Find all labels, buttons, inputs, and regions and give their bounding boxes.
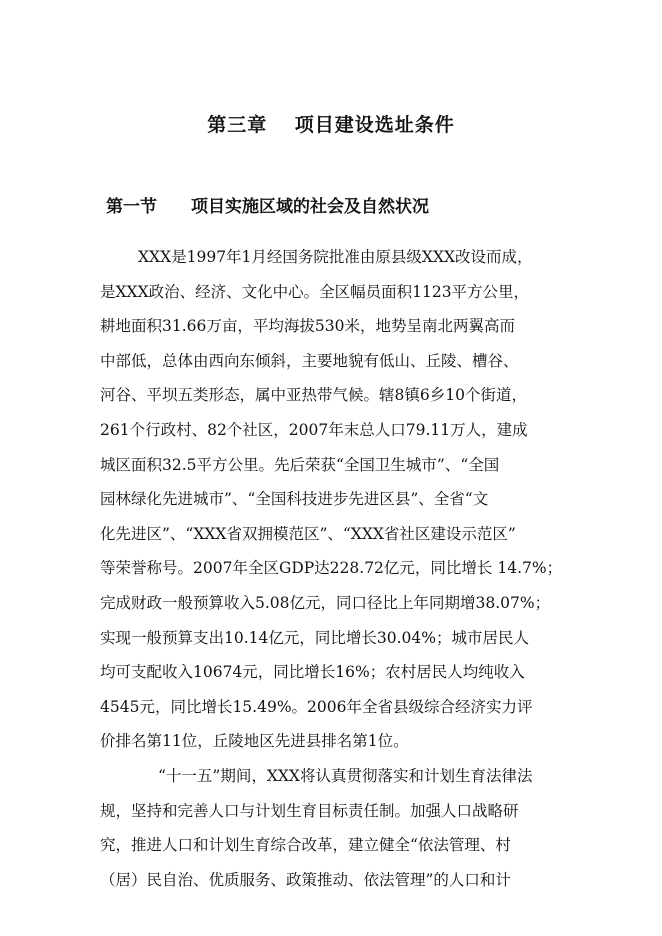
paragraph-line: 价排名第11位，丘陵地区先进县排名第1位。 bbox=[100, 732, 409, 751]
paragraph-line: 究，推进人口和计划生育综合改革，建立健全“依法管理、村 bbox=[100, 836, 511, 855]
paragraph-line: 城区面积32.5平方公里。先后荣获“全国卫生城市”、“全国 bbox=[100, 455, 500, 474]
paragraph-line: 完成财政一般预算收入5.08亿元，同口径比上年同期增38.07%； bbox=[100, 593, 551, 612]
paragraph-line: XXX是1997年1月经国务院批准由原县级XXX改设而成， bbox=[138, 248, 533, 266]
section-title: 第一节 项目实施区域的社会及自然状况 bbox=[106, 197, 429, 217]
chapter-title: 第三章 项目建设选址条件 bbox=[207, 114, 455, 136]
paragraph-line: 261个行政村、82个社区，2007年末总人口79.11万人，建成 bbox=[100, 420, 528, 439]
paragraph-line: 均可支配收入10674元，同比增长16%；农村居民人均纯收入 bbox=[100, 663, 525, 682]
paragraph-2 bbox=[100, 759, 570, 897]
paragraph-line: 河谷、平坝五类形态，属中亚热带气候。辖8镇6乡10个街道， bbox=[100, 386, 527, 405]
paragraph-line: “十一五”期间，XXX将认真贯彻落实和计划生育法律法 bbox=[158, 766, 533, 785]
paragraph-line: 实现一般预算支出10.14亿元，同比增长30.04%；城市居民人 bbox=[100, 628, 529, 647]
body-text bbox=[100, 240, 570, 897]
paragraph-line: 等荣誉称号。2007年全区GDP达228.72亿元，同比增长 14.7%； bbox=[100, 559, 563, 578]
paragraph-line: 规，坚持和完善人口与计划生育目标责任制。加强人口战略研 bbox=[100, 801, 519, 820]
paragraph-line: 是XXX政治、经济、文化中心。全区幅员面积1123平方公里， bbox=[100, 282, 530, 301]
paragraph-line: 4545元，同比增长15.49%。2006年全省县级综合经济实力评 bbox=[100, 697, 533, 716]
paragraph-line: 园林绿化先进城市”、“全国科技进步先进区县”、全省“文 bbox=[100, 490, 489, 509]
paragraph-line: 中部低，总体由西向东倾斜，主要地貌有低山、丘陵、槽谷、 bbox=[100, 351, 519, 370]
paragraph-line: 化先进区”、“XXX省双拥模范区”、“XXX省社区建设示范区” bbox=[100, 524, 516, 543]
paragraph-1 bbox=[100, 240, 570, 759]
paragraph-line: （居）民自治、优质服务、政策推动、依法管理”的人口和计 bbox=[100, 870, 511, 889]
paragraph-line: 耕地面积31.66万亩，平均海拔530米，地势呈南北两翼高而 bbox=[100, 317, 515, 336]
